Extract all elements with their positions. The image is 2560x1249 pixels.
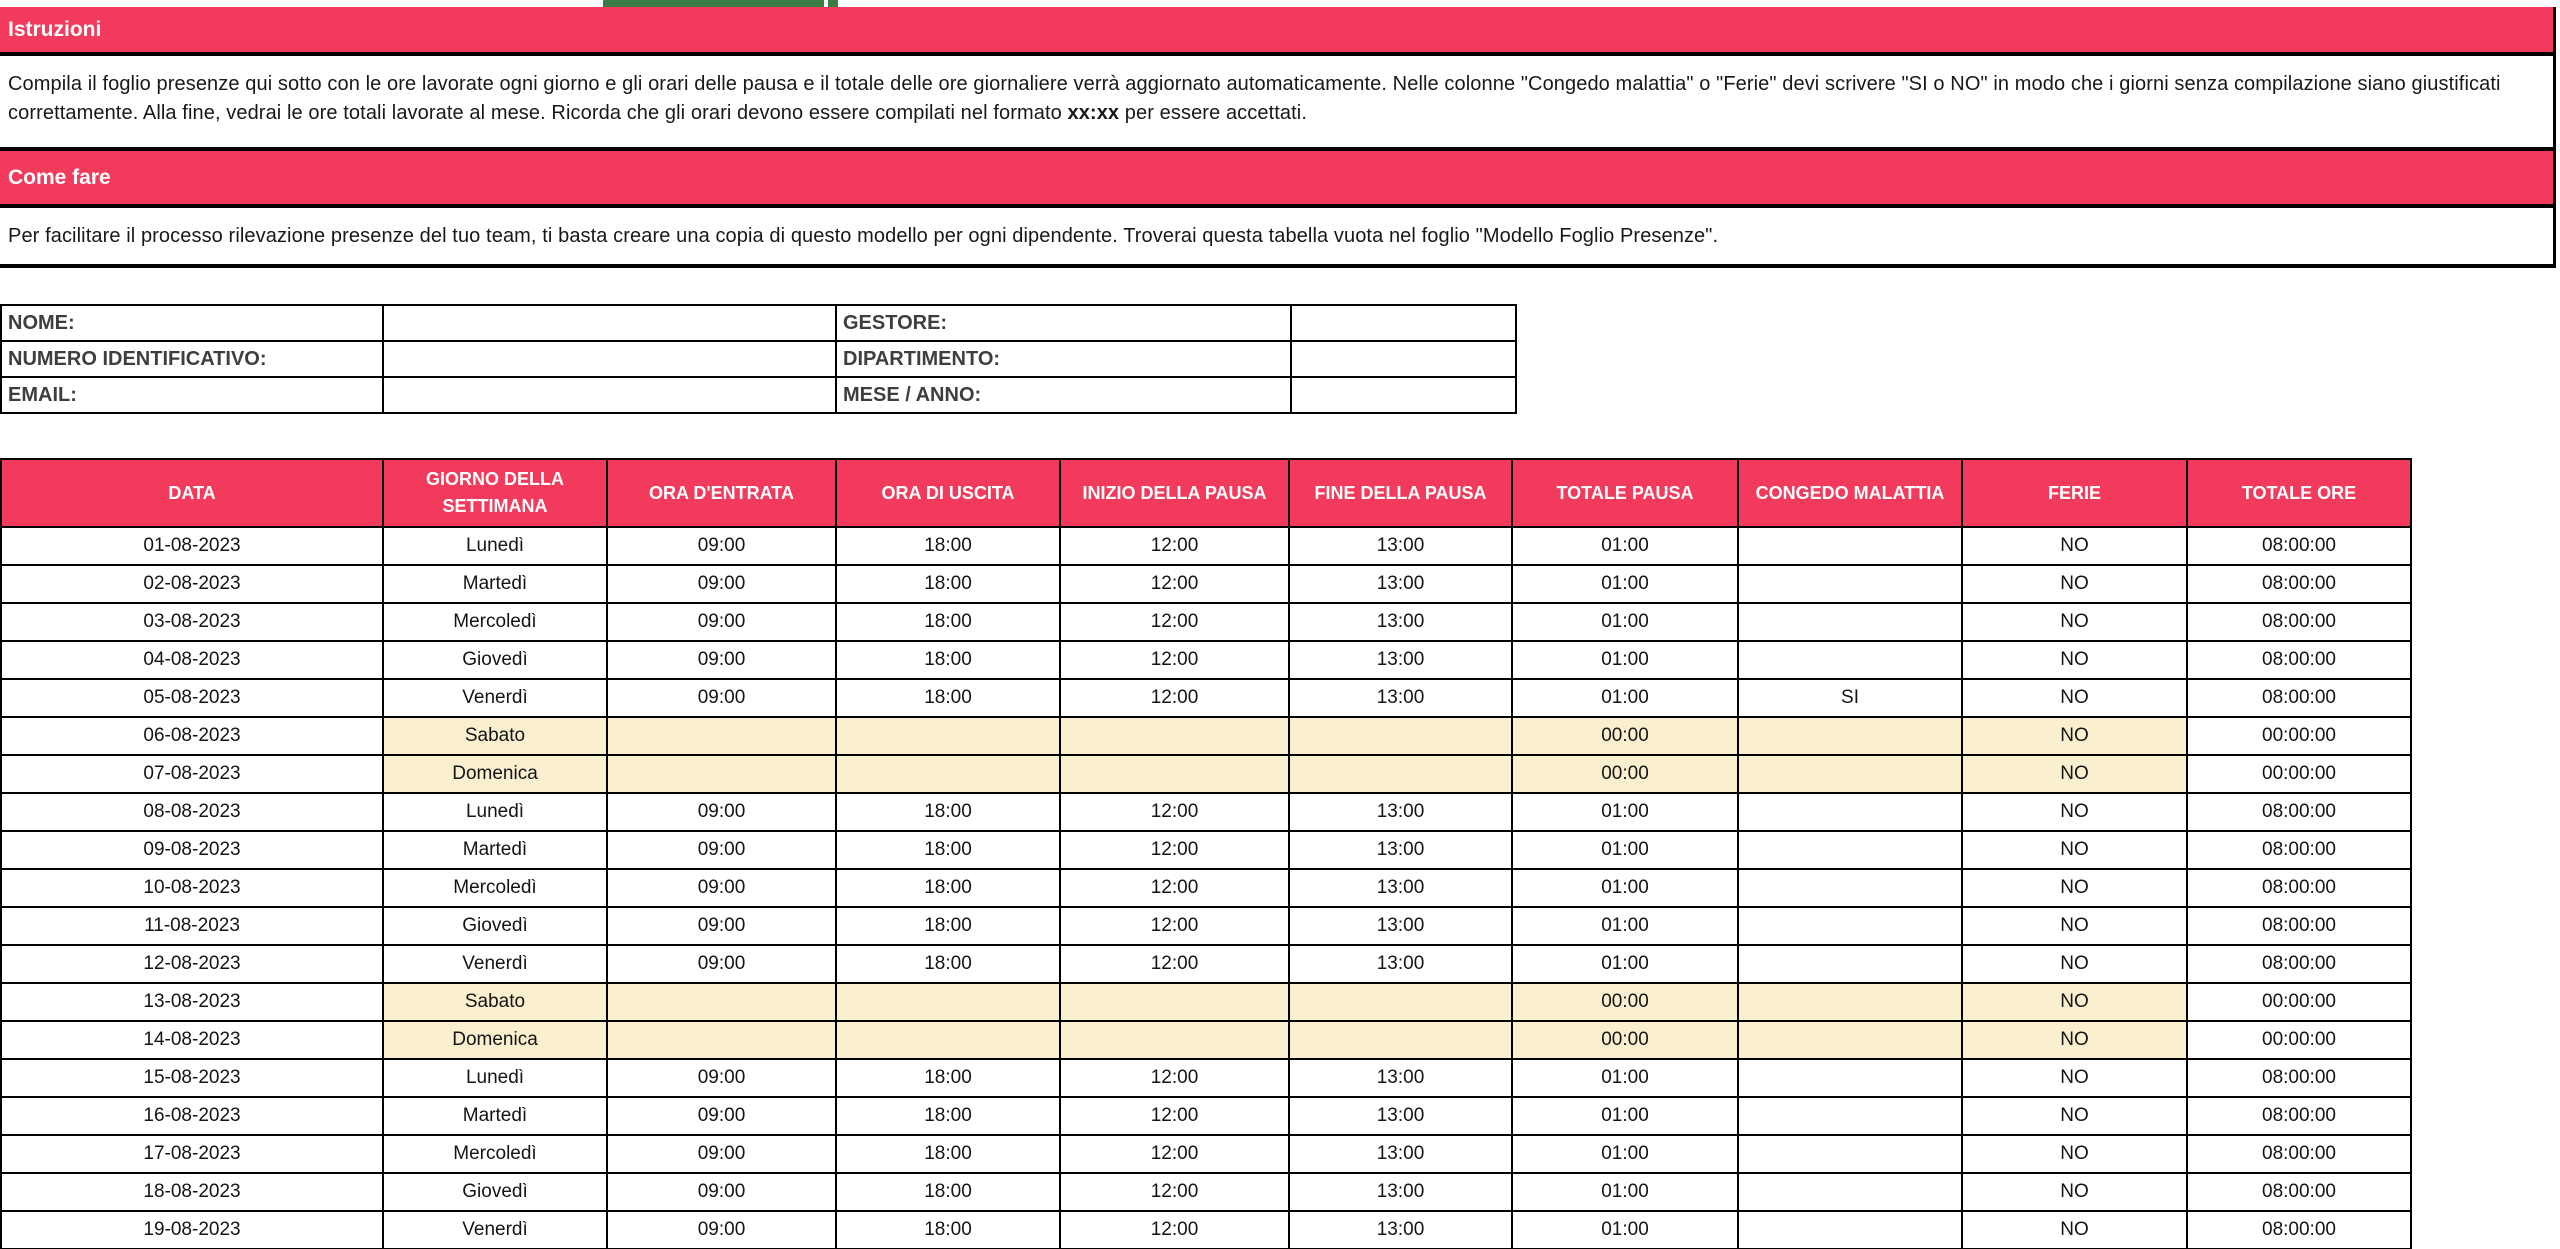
timesheet-row: [1, 907, 2411, 945]
timesheet-cell[interactable]: 01:00: [1512, 527, 1738, 565]
form-input-gestore[interactable]: [1291, 305, 1516, 341]
timesheet-cell[interactable]: [1060, 983, 1289, 1021]
timesheet-cell[interactable]: 09:00: [607, 641, 836, 679]
timesheet-cell[interactable]: NO: [1962, 945, 2187, 983]
timesheet-cell[interactable]: 08:00:00: [2187, 641, 2411, 679]
timesheet-cell[interactable]: Venerdì: [383, 1211, 607, 1249]
timesheet-cell[interactable]: 01:00: [1512, 1135, 1738, 1173]
timesheet-header-cell[interactable]: ORA D'ENTRATA: [607, 459, 836, 527]
timesheet-cell[interactable]: 08:00:00: [2187, 793, 2411, 831]
timesheet-cell[interactable]: 04-08-2023: [1, 641, 383, 679]
istruzioni-banner[interactable]: [0, 7, 2556, 56]
timesheet-cell[interactable]: [1289, 717, 1512, 755]
timesheet-cell[interactable]: 19-08-2023: [1, 1211, 383, 1249]
timesheet-cell[interactable]: 18:00: [836, 945, 1060, 983]
timesheet-cell[interactable]: Domenica: [383, 1021, 607, 1059]
timesheet-cell[interactable]: Mercoledì: [383, 603, 607, 641]
form-label-nome[interactable]: NOME:: [1, 305, 383, 341]
timesheet-row: [1, 527, 2411, 565]
form-input-email[interactable]: [383, 377, 836, 413]
timesheet-cell[interactable]: 18:00: [836, 641, 1060, 679]
timesheet-cell[interactable]: SI: [1738, 679, 1962, 717]
timesheet-header-cell[interactable]: CONGEDO MALATTIA: [1738, 459, 1962, 527]
timesheet-row: [1, 1173, 2411, 1211]
timesheet-cell[interactable]: 01:00: [1512, 869, 1738, 907]
timesheet-cell[interactable]: 08:00:00: [2187, 1211, 2411, 1249]
timesheet-cell[interactable]: [1060, 755, 1289, 793]
form-label-numero-identificativo[interactable]: NUMERO IDENTIFICATIVO:: [1, 341, 383, 377]
timesheet-cell[interactable]: NO: [1962, 1173, 2187, 1211]
timesheet-cell[interactable]: 12:00: [1060, 869, 1289, 907]
timesheet-cell[interactable]: Sabato: [383, 983, 607, 1021]
timesheet-cell[interactable]: Venerdì: [383, 679, 607, 717]
timesheet-cell[interactable]: 00:00: [1512, 983, 1738, 1021]
timesheet-cell[interactable]: 08:00:00: [2187, 907, 2411, 945]
timesheet-cell[interactable]: NO: [1962, 869, 2187, 907]
timesheet-cell[interactable]: 01:00: [1512, 679, 1738, 717]
timesheet-cell[interactable]: 08:00:00: [2187, 945, 2411, 983]
timesheet-cell[interactable]: 01:00: [1512, 945, 1738, 983]
timesheet-cell[interactable]: 12:00: [1060, 907, 1289, 945]
timesheet-cell[interactable]: 03-08-2023: [1, 603, 383, 641]
timesheet-cell[interactable]: [1738, 1173, 1962, 1211]
timesheet-cell[interactable]: Lunedì: [383, 527, 607, 565]
timesheet-cell[interactable]: 18:00: [836, 1135, 1060, 1173]
timesheet-cell[interactable]: 18:00: [836, 527, 1060, 565]
timesheet-cell[interactable]: Venerdì: [383, 945, 607, 983]
timesheet-cell[interactable]: 12:00: [1060, 793, 1289, 831]
timesheet-cell[interactable]: 08:00:00: [2187, 679, 2411, 717]
timesheet-cell[interactable]: Giovedì: [383, 1173, 607, 1211]
timesheet-cell[interactable]: 09:00: [607, 1097, 836, 1135]
timesheet-cell[interactable]: NO: [1962, 565, 2187, 603]
timesheet-cell[interactable]: 13:00: [1289, 869, 1512, 907]
timesheet-cell[interactable]: [1738, 1097, 1962, 1135]
timesheet-row: [1, 717, 2411, 755]
timesheet-cell[interactable]: [1289, 1021, 1512, 1059]
timesheet-cell[interactable]: 01:00: [1512, 603, 1738, 641]
timesheet-cell[interactable]: 01:00: [1512, 1173, 1738, 1211]
timesheet-cell[interactable]: 01:00: [1512, 1097, 1738, 1135]
timesheet-cell[interactable]: 00:00:00: [2187, 983, 2411, 1021]
timesheet-cell[interactable]: [836, 983, 1060, 1021]
timesheet-cell[interactable]: 08-08-2023: [1, 793, 383, 831]
timesheet-cell[interactable]: 18:00: [836, 1097, 1060, 1135]
timesheet-cell[interactable]: [1738, 641, 1962, 679]
timesheet-cell[interactable]: 18:00: [836, 1173, 1060, 1211]
timesheet-cell[interactable]: NO: [1962, 641, 2187, 679]
timesheet-cell[interactable]: 12-08-2023: [1, 945, 383, 983]
timesheet-cell[interactable]: 00:00: [1512, 755, 1738, 793]
timesheet-cell[interactable]: 12:00: [1060, 1173, 1289, 1211]
timesheet-cell[interactable]: Giovedì: [383, 641, 607, 679]
timesheet-header-cell[interactable]: FERIE: [1962, 459, 2187, 527]
timesheet-cell[interactable]: NO: [1962, 983, 2187, 1021]
timesheet-cell[interactable]: [836, 717, 1060, 755]
timesheet-cell[interactable]: 00:00: [1512, 717, 1738, 755]
timesheet-cell[interactable]: Lunedì: [383, 793, 607, 831]
timesheet-cell[interactable]: [1738, 1211, 1962, 1249]
timesheet-cell[interactable]: NO: [1962, 1021, 2187, 1059]
timesheet-cell[interactable]: [1060, 1021, 1289, 1059]
timesheet-cell[interactable]: 08:00:00: [2187, 1173, 2411, 1211]
timesheet-cell[interactable]: 18:00: [836, 1211, 1060, 1249]
timesheet-cell[interactable]: Giovedì: [383, 907, 607, 945]
timesheet-cell[interactable]: 05-08-2023: [1, 679, 383, 717]
timesheet-cell[interactable]: [1738, 793, 1962, 831]
come-fare-title: Come fare: [8, 165, 111, 189]
timesheet-row: [1, 831, 2411, 869]
timesheet-cell[interactable]: 13:00: [1289, 831, 1512, 869]
come-fare-body: Per facilitare il processo rilevazione presenze del tuo team, ti basta creare una copia di questo modello per ogni dipendente. Troverai questa tabella vuota nel foglio "Modello Foglio Presenze".: [8, 225, 1719, 247]
timesheet-cell[interactable]: 11-08-2023: [1, 907, 383, 945]
timesheet-cell[interactable]: [607, 1021, 836, 1059]
timesheet-cell[interactable]: 18:00: [836, 1059, 1060, 1097]
timesheet-cell[interactable]: 13:00: [1289, 793, 1512, 831]
timesheet-cell[interactable]: 09:00: [607, 1135, 836, 1173]
timesheet-row: [1, 1059, 2411, 1097]
timesheet-cell[interactable]: 00:00: [1512, 1021, 1738, 1059]
timesheet-cell[interactable]: 10-08-2023: [1, 869, 383, 907]
timesheet-cell[interactable]: 12:00: [1060, 1135, 1289, 1173]
timesheet-row: [1, 755, 2411, 793]
timesheet-cell[interactable]: 18:00: [836, 869, 1060, 907]
timesheet-cell[interactable]: 13:00: [1289, 1097, 1512, 1135]
timesheet-cell[interactable]: 09:00: [607, 793, 836, 831]
form-label-gestore[interactable]: GESTORE:: [836, 305, 1291, 341]
timesheet-cell[interactable]: 12:00: [1060, 831, 1289, 869]
timesheet-cell[interactable]: 00:00:00: [2187, 1021, 2411, 1059]
timesheet-cell[interactable]: 13:00: [1289, 907, 1512, 945]
timesheet-cell[interactable]: Martedì: [383, 565, 607, 603]
timesheet-cell[interactable]: 15-08-2023: [1, 1059, 383, 1097]
timesheet-cell[interactable]: [1738, 869, 1962, 907]
form-label-email[interactable]: EMAIL:: [1, 377, 383, 413]
timesheet-cell[interactable]: 00:00:00: [2187, 717, 2411, 755]
cell-divider: [824, 0, 828, 7]
timesheet-cell[interactable]: NO: [1962, 831, 2187, 869]
timesheet-cell[interactable]: 09:00: [607, 1211, 836, 1249]
timesheet-cell[interactable]: 09:00: [607, 945, 836, 983]
timesheet-cell[interactable]: [1738, 983, 1962, 1021]
timesheet-cell[interactable]: [1738, 1059, 1962, 1097]
timesheet-cell[interactable]: 13:00: [1289, 527, 1512, 565]
timesheet-cell[interactable]: Lunedì: [383, 1059, 607, 1097]
timesheet-header-cell[interactable]: ORA DI USCITA: [836, 459, 1060, 527]
timesheet-cell[interactable]: 09-08-2023: [1, 831, 383, 869]
timesheet-cell[interactable]: 12:00: [1060, 565, 1289, 603]
timesheet-cell[interactable]: 17-08-2023: [1, 1135, 383, 1173]
top-green-bar-fragment: [603, 0, 838, 7]
timesheet-row: [1, 983, 2411, 1021]
info-form-row: [1, 341, 1516, 377]
timesheet-row: [1, 679, 2411, 717]
timesheet-cell[interactable]: 13:00: [1289, 1173, 1512, 1211]
timesheet-cell[interactable]: 01:00: [1512, 1059, 1738, 1097]
timesheet-cell[interactable]: [607, 755, 836, 793]
timesheet-cell[interactable]: [1738, 565, 1962, 603]
timesheet-row: [1, 641, 2411, 679]
timesheet-cell[interactable]: [1738, 1135, 1962, 1173]
timesheet-cell[interactable]: 08:00:00: [2187, 1059, 2411, 1097]
timesheet-cell[interactable]: 09:00: [607, 565, 836, 603]
timesheet-cell[interactable]: NO: [1962, 1135, 2187, 1173]
come-fare-banner[interactable]: [0, 151, 2556, 208]
timesheet-cell[interactable]: 02-08-2023: [1, 565, 383, 603]
timesheet-cell[interactable]: [607, 717, 836, 755]
timesheet-cell[interactable]: 01:00: [1512, 641, 1738, 679]
timesheet-row: [1, 945, 2411, 983]
timesheet-cell[interactable]: 12:00: [1060, 527, 1289, 565]
timesheet-cell[interactable]: 18:00: [836, 603, 1060, 641]
form-label-dipartimento[interactable]: DIPARTIMENTO:: [836, 341, 1291, 377]
timesheet-header-cell[interactable]: FINE DELLA PAUSA: [1289, 459, 1512, 527]
timesheet-cell[interactable]: NO: [1962, 1059, 2187, 1097]
timesheet-cell[interactable]: 16-08-2023: [1, 1097, 383, 1135]
timesheet-cell[interactable]: 09:00: [607, 679, 836, 717]
info-form-row: [1, 377, 1516, 413]
timesheet-cell[interactable]: 13:00: [1289, 679, 1512, 717]
info-form: [0, 304, 1517, 414]
timesheet-cell[interactable]: 08:00:00: [2187, 1135, 2411, 1173]
timesheet-cell[interactable]: NO: [1962, 907, 2187, 945]
timesheet-header-cell[interactable]: GIORNO DELLA SETTIMANA: [383, 459, 607, 527]
timesheet-cell[interactable]: 08:00:00: [2187, 1097, 2411, 1135]
timesheet-cell[interactable]: NO: [1962, 1211, 2187, 1249]
timesheet-cell[interactable]: 09:00: [607, 1173, 836, 1211]
timesheet-cell[interactable]: 18:00: [836, 679, 1060, 717]
info-form-row: [1, 305, 1516, 341]
timesheet-cell[interactable]: 09:00: [607, 527, 836, 565]
timesheet-row: [1, 1021, 2411, 1059]
timesheet-cell[interactable]: NO: [1962, 603, 2187, 641]
timesheet-cell[interactable]: 18:00: [836, 565, 1060, 603]
timesheet-cell[interactable]: 12:00: [1060, 679, 1289, 717]
timesheet-cell[interactable]: 12:00: [1060, 641, 1289, 679]
timesheet-cell[interactable]: Martedì: [383, 1097, 607, 1135]
istruzioni-title: Istruzioni: [8, 17, 102, 41]
timesheet-row: [1, 603, 2411, 641]
timesheet-cell[interactable]: 09:00: [607, 831, 836, 869]
timesheet-cell[interactable]: Mercoledì: [383, 1135, 607, 1173]
timesheet-row: [1, 1135, 2411, 1173]
timesheet-cell[interactable]: 09:00: [607, 1059, 836, 1097]
timesheet-cell[interactable]: 01:00: [1512, 1211, 1738, 1249]
timesheet-cell[interactable]: 13:00: [1289, 565, 1512, 603]
timesheet-header-row: [1, 459, 2411, 527]
timesheet-cell[interactable]: 12:00: [1060, 1211, 1289, 1249]
timesheet-cell[interactable]: 13:00: [1289, 1211, 1512, 1249]
timesheet-cell[interactable]: 18:00: [836, 793, 1060, 831]
timesheet-header-cell[interactable]: DATA: [1, 459, 383, 527]
timesheet-cell[interactable]: 01:00: [1512, 831, 1738, 869]
timesheet-cell[interactable]: 13:00: [1289, 641, 1512, 679]
timesheet-cell[interactable]: [1289, 755, 1512, 793]
timesheet-cell[interactable]: 01:00: [1512, 793, 1738, 831]
timesheet-cell[interactable]: 13-08-2023: [1, 983, 383, 1021]
timesheet-cell[interactable]: [1738, 1021, 1962, 1059]
timesheet-cell[interactable]: Martedì: [383, 831, 607, 869]
timesheet-cell[interactable]: [1738, 755, 1962, 793]
form-input-mese-anno[interactable]: [1291, 377, 1516, 413]
timesheet-cell[interactable]: 00:00:00: [2187, 755, 2411, 793]
timesheet-cell[interactable]: 09:00: [607, 869, 836, 907]
timesheet-cell[interactable]: 07-08-2023: [1, 755, 383, 793]
timesheet-cell[interactable]: 12:00: [1060, 1097, 1289, 1135]
timesheet-cell[interactable]: [1738, 831, 1962, 869]
form-input-dipartimento[interactable]: [1291, 341, 1516, 377]
timesheet-cell[interactable]: 18-08-2023: [1, 1173, 383, 1211]
timesheet-header-cell[interactable]: TOTALE PAUSA: [1512, 459, 1738, 527]
timesheet-cell[interactable]: 13:00: [1289, 945, 1512, 983]
timesheet-cell[interactable]: 06-08-2023: [1, 717, 383, 755]
timesheet-cell[interactable]: 09:00: [607, 603, 836, 641]
timesheet-cell[interactable]: NO: [1962, 679, 2187, 717]
timesheet-header-cell[interactable]: TOTALE ORE: [2187, 459, 2411, 527]
timesheet-cell[interactable]: [1738, 907, 1962, 945]
timesheet-cell[interactable]: 13:00: [1289, 1135, 1512, 1173]
timesheet-row: [1, 1097, 2411, 1135]
timesheet-cell[interactable]: Domenica: [383, 755, 607, 793]
timesheet-cell[interactable]: [836, 755, 1060, 793]
timesheet-row: [1, 565, 2411, 603]
timesheet-header-cell[interactable]: INIZIO DELLA PAUSA: [1060, 459, 1289, 527]
timesheet-cell[interactable]: [607, 983, 836, 1021]
timesheet-row: [1, 1211, 2411, 1249]
timesheet-cell[interactable]: 12:00: [1060, 603, 1289, 641]
timesheet-row: [1, 793, 2411, 831]
timesheet-cell[interactable]: 18:00: [836, 831, 1060, 869]
timesheet-cell[interactable]: 08:00:00: [2187, 527, 2411, 565]
timesheet-cell[interactable]: 14-08-2023: [1, 1021, 383, 1059]
istruzioni-body: Compila il foglio presenze qui sotto con le ore lavorate ogni giorno e gli orari delle pausa e il totale delle ore giornaliere verrà aggiornato automaticamente. Nelle colonne "Congedo malattia" o "Ferie" devi scrivere "SI o NO" in modo che i giorni senza compilazione siano giustificati correttamente. Alla fine, vedrai le ore totali lavorate al mese. Ricorda che gli orari devono essere compilati nel formato xx:xx per essere accettati.: [8, 73, 2501, 124]
timesheet-cell[interactable]: 13:00: [1289, 1059, 1512, 1097]
timesheet-cell[interactable]: NO: [1962, 793, 2187, 831]
timesheet-body: [1, 527, 2411, 1249]
timesheet-cell[interactable]: 12:00: [1060, 1059, 1289, 1097]
timesheet-cell[interactable]: NO: [1962, 755, 2187, 793]
form-input-nome[interactable]: [383, 305, 836, 341]
timesheet-cell[interactable]: 08:00:00: [2187, 603, 2411, 641]
timesheet-cell[interactable]: 08:00:00: [2187, 565, 2411, 603]
timesheet-cell[interactable]: [1738, 603, 1962, 641]
timesheet-cell[interactable]: 13:00: [1289, 603, 1512, 641]
timesheet-cell[interactable]: [836, 1021, 1060, 1059]
timesheet-table: [0, 458, 2412, 1249]
timesheet-cell[interactable]: NO: [1962, 527, 2187, 565]
timesheet-cell[interactable]: [1738, 945, 1962, 983]
istruzioni-body-cell[interactable]: [0, 56, 2556, 151]
timesheet-cell[interactable]: NO: [1962, 717, 2187, 755]
timesheet-cell[interactable]: NO: [1962, 1097, 2187, 1135]
timesheet-cell[interactable]: 01:00: [1512, 907, 1738, 945]
timesheet-cell[interactable]: 12:00: [1060, 945, 1289, 983]
timesheet-cell[interactable]: [1060, 717, 1289, 755]
come-fare-body-cell[interactable]: [0, 208, 2556, 268]
form-label-mese-anno[interactable]: MESE / ANNO:: [836, 377, 1291, 413]
form-input-numero-identificativo[interactable]: [383, 341, 836, 377]
timesheet-cell[interactable]: 09:00: [607, 907, 836, 945]
timesheet-row: [1, 869, 2411, 907]
timesheet-cell[interactable]: Mercoledì: [383, 869, 607, 907]
timesheet-cell[interactable]: [1289, 983, 1512, 1021]
timesheet-cell[interactable]: 08:00:00: [2187, 831, 2411, 869]
timesheet-cell[interactable]: 18:00: [836, 907, 1060, 945]
timesheet-cell[interactable]: 01-08-2023: [1, 527, 383, 565]
timesheet-cell[interactable]: [1738, 527, 1962, 565]
timesheet-cell[interactable]: 01:00: [1512, 565, 1738, 603]
timesheet-cell[interactable]: 08:00:00: [2187, 869, 2411, 907]
timesheet-cell[interactable]: [1738, 717, 1962, 755]
timesheet-cell[interactable]: Sabato: [383, 717, 607, 755]
